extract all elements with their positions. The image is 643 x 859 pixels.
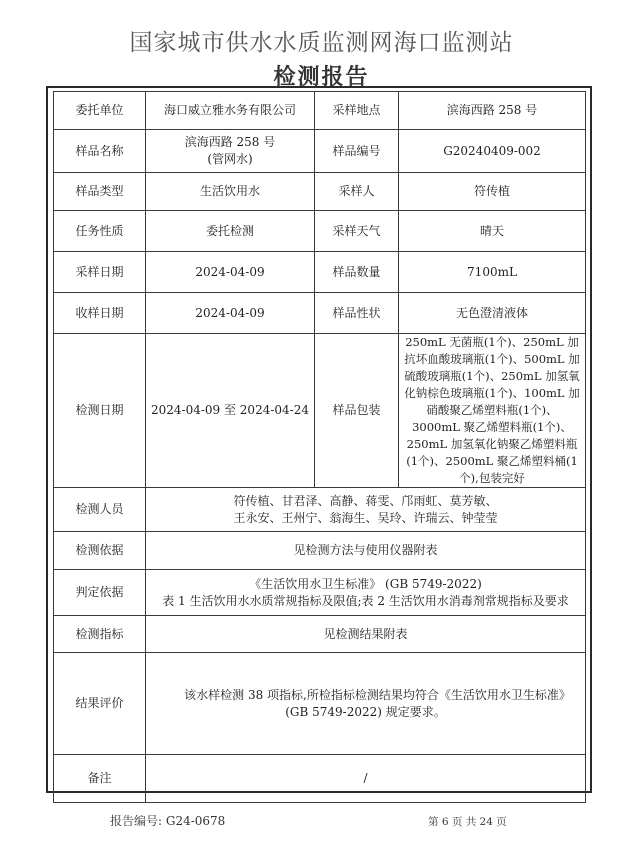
weather-label: 采样天气 (315, 211, 399, 252)
conclusion-value (146, 653, 586, 755)
conclusion-line2: (GB 5749-2022) 规定要求。 (285, 704, 446, 719)
conclusion-line1: 该水样检测 38 项指标,所检指标检测结果均符合《生活饮用水卫生标准》 (184, 687, 571, 702)
table-row (54, 252, 586, 293)
judge-line1: 《生活饮用水卫生标准》 (GB 5749-2022) (249, 576, 482, 591)
task-value: 委托检测 (146, 211, 315, 252)
table-row (54, 532, 586, 570)
report-title: 检测报告 (273, 65, 370, 90)
sample-name-line1: 滨海西路 258 号 (184, 135, 276, 149)
sample-name-label: 样品名称 (54, 130, 146, 173)
table-row (54, 755, 586, 803)
report-number: 报告编号: G24-0678 (110, 814, 226, 828)
testers-line2: 王永安、王州宁、翁海生、吴玲、许瑞云、钟莹莹 (233, 510, 498, 525)
sampling-date-value: 2024-04-09 (146, 252, 315, 293)
table-row (54, 293, 586, 334)
appearance-value: 无色澄清液体 (399, 293, 586, 334)
table-row (54, 616, 586, 653)
table-row (54, 173, 586, 211)
packaging-value: 250mL 无菌瓶(1个)、250mL 加抗坏血酸玻璃瓶(1个)、500mL 加硫酸玻璃瓶(1个)、250mL 加氢氧化钠棕色玻璃瓶(1个)、100mL 加硝酸聚乙烯塑料瓶(1个)、3000mL 聚乙烯塑料瓶(1个)、250mL 加氢氧化钠聚乙烯塑料瓶(1个)、2500mL 聚乙烯塑料桶(1个),包装完好 (399, 334, 586, 488)
receive-date-value: 2024-04-09 (146, 293, 315, 334)
test-date-value: 2024-04-09 至 2024-04-24 (146, 334, 315, 488)
table-row (54, 488, 586, 532)
weather-value: 晴天 (399, 211, 586, 252)
judge-line2: 表 1 生活饮用水水质常规指标及限值;表 2 生活饮用水消毒剂常规指标及要求 (162, 593, 569, 608)
sampler-value: 符传植 (399, 173, 586, 211)
table-row (54, 130, 586, 173)
page-number: 第 6 页 共 24 页 (428, 816, 507, 828)
site-label: 采样地点 (315, 92, 399, 130)
judge-value (146, 570, 586, 616)
report-table (53, 91, 586, 803)
test-date-label: 检测日期 (54, 334, 146, 488)
judge-label: 判定依据 (54, 570, 146, 616)
quantity-label: 样品数量 (315, 252, 399, 293)
sample-no-label: 样品编号 (315, 130, 399, 173)
receive-date-label: 收样日期 (54, 293, 146, 334)
testers-line1: 符传植、甘君泽、高静、蒋雯、邝雨虹、莫芳敏、 (233, 493, 498, 508)
remark-label: 备注 (54, 755, 146, 803)
table-row (54, 92, 586, 130)
appearance-label: 样品性状 (315, 293, 399, 334)
sample-name-value (146, 130, 315, 173)
sample-name-line2: (管网水) (207, 152, 253, 166)
packaging-label: 样品包装 (315, 334, 399, 488)
table-row (54, 334, 586, 488)
table-row (54, 570, 586, 616)
task-label: 任务性质 (54, 211, 146, 252)
sampler-label: 采样人 (315, 173, 399, 211)
testers-value (146, 488, 586, 532)
table-row (54, 653, 586, 755)
quantity-value: 7100mL (399, 252, 586, 293)
table-row (54, 211, 586, 252)
sample-type-label: 样品类型 (54, 173, 146, 211)
indicator-value: 见检测结果附表 (146, 616, 586, 653)
conclusion-label: 结果评价 (54, 653, 146, 755)
basis-label: 检测依据 (54, 532, 146, 570)
basis-value: 见检测方法与使用仪器附表 (146, 532, 586, 570)
report-org-title: 国家城市供水水质监测网海口监测站 (129, 30, 514, 56)
sample-type-value: 生活饮用水 (146, 173, 315, 211)
remark-value: / (146, 755, 586, 803)
sample-no-value: G20240409-002 (399, 130, 586, 173)
sampling-date-label: 采样日期 (54, 252, 146, 293)
client-label: 委托单位 (54, 92, 146, 130)
indicator-label: 检测指标 (54, 616, 146, 653)
client-value: 海口威立雅水务有限公司 (146, 92, 315, 130)
testers-label: 检测人员 (54, 488, 146, 532)
site-value: 滨海西路 258 号 (399, 92, 586, 130)
